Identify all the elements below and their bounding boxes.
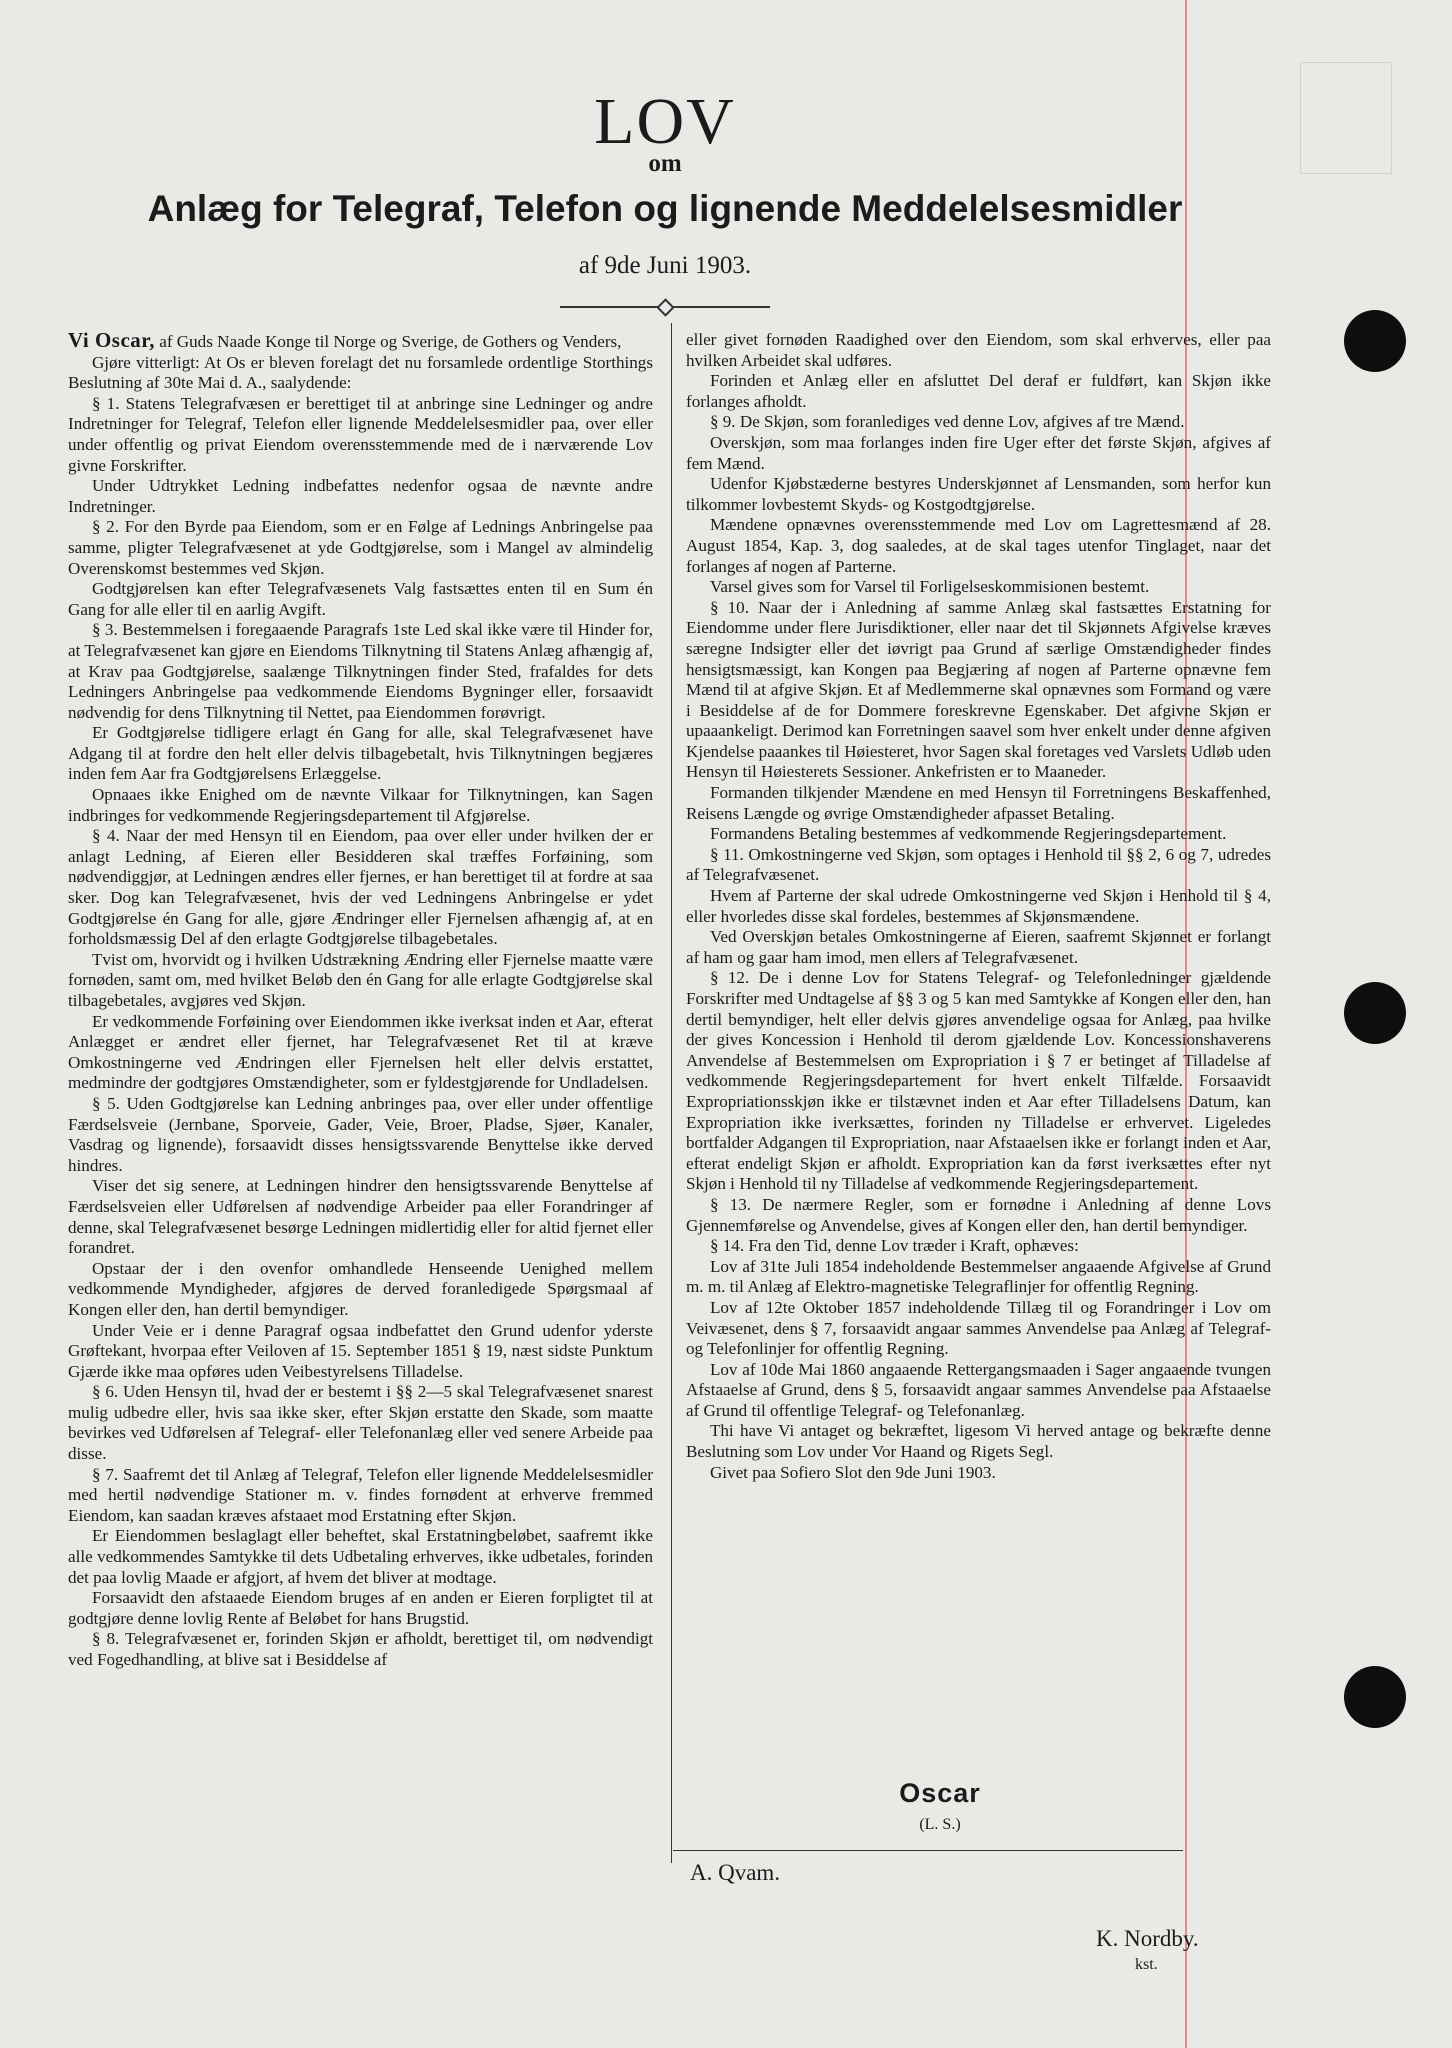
paragraph: § 13. De nærmere Regler, som er fornødne i Anledning af denne Lovs Gjennemførelse og Anvendelse, gives af Kongen eller den, han dertil bemyndiger. [686,1194,1271,1235]
paragraph: Vi Oscar, af Guds Naade Konge til Norge og Sverige, de Gothers og Venders, [68,328,622,352]
punch-hole [1344,1666,1406,1728]
paragraph: § 2. For den Byrde paa Eiendom, som er en Følge af Lednings Anbringelse paa samme, pligter Telegrafvæsenet at yde Godtgjørelse, som i Mangel av almindelig Overenskomst bestemmes ved Skjøn. [68,517,653,578]
paragraph: Er Eiendommen beslaglagt eller beheftet, skal Erstatningbeløbet, saafremt ikke alle vedkommendes Samtykke til dets Udbetaling erhverves, ikke udbetales, forinden det paa lovlig Maade er afgjort, af hvem det bliver at modtage. [68,1526,653,1587]
paragraph: Lov af 31te Juli 1854 indeholdende Bestemmelser angaaende Afgivelse af Grund m. m. til Anlæg af Elektro-magnetiske Telegraflinjer for offentlig Regning. [686,1256,1271,1297]
paragraph: Hvem af Parterne der skal udrede Omkostningerne ved Skjøn i Henhold til § 4, eller hvorledes disse skal fordeles, bestemmes af Skjønsmændene. [686,886,1271,926]
paragraph: Godtgjørelsen kan efter Telegrafvæsenets Valg fastsættes enten til en Sum én Gang for alle eller til en aarlig Avgift. [68,579,653,619]
countersign-title: kst. [1135,1956,1158,1973]
law-title-om: om [648,150,682,177]
law-date: af 9de Juni 1903. [578,252,752,279]
paragraph: Er vedkommende Forføining over Eiendommen ikke iverksat inden et Aar, efterat Anlægget er ændret eller fjernet, har Telegrafvæsenet Ret til at kræve Omkostningerne ved Ændringen eller Fjernelsen helt eller delvis erstattet, medmindre der godtgjøres Omstændigheter, som er fyldestgjørende for Undladelsen. [68,1011,653,1093]
punch-hole [1344,982,1406,1044]
paragraph: § 12. De i denne Lov for Statens Telegraf- og Telefonledninger gjældende Forskrifter med Undtagelse af §§ 3 og 5 kan med Samtykke af Kongen eller den, han dertil bemyndiger, helt eller delvis gjøres anvendelige ogsaa for Anlæg, paa hvilke der gives Koncession i Henhold til derom gjældende Lov. Koncessionshaverens Anvendelse af Bestemmelsen om Expropriation i § 7 er betinget af Tilladelse af vedkommende Regjeringsdepartement for hvert enkelt Tilfælde. Forsaavidt Expropriationsskjøn ikke er tilstævnet inden et Aar efter Tilladelsens Datum, kan Expropriation ikke iverksættes, forinden ny Tilladelse er erhvervet. Ligeledes bortfalder Adgangen til Expropriation, naar Afstaaelsen ikke er forlangt inden et Aar, efterat endeligt Skjøn er afholdt. Expropriation kan da først iverksættes efter nyt Skjøn i Henhold til ny Tilladelse af vedkommende Regjeringsdepartement. [686,968,1271,1194]
paragraph: Opnaaes ikke Enighed om de nævnte Vilkaar for Tilknytningen, kan Sagen indbringes for vedkommende Regjeringsdepartement til Afgjørelse. [68,785,653,825]
paragraph: Forsaavidt den afstaaede Eiendom bruges af en anden er Eieren forpligtet til at godtgjøre denne lovlig Rente af Beløbet for hans Brugstid. [68,1588,653,1628]
paragraph: § 9. De Skjøn, som foranlediges ved denne Lov, afgives af tre Mænd. [709,412,1185,432]
paragraph: Forinden et Anlæg eller en afsluttet Del deraf er fuldført, kan Skjøn ikke forlanges afholdt. [686,371,1271,411]
ornament-diamond-icon [656,298,674,316]
paragraph: § 1. Statens Telegrafvæsen er berettiget til at anbringe sine Ledninger og andre Indretninger for Telegraf, Telefon eller lignende Meddelelsesmidler paa, over eller under offentlig og privat Eiendom overensstemmende med de i nærværende Lov givne Forskrifter. [68,393,653,475]
countersign-signature: K. Nordby. [1096,1926,1199,1951]
paragraph: Mændene opnævnes overensstemmende med Lov om Lagrettesmænd af 28. August 1854, Kap. 3, dog saaledes, at de skal tages utenfor Tinglaget, naar det forlanges af nogen af Parterne. [686,515,1271,576]
paragraph: Givet paa Sofiero Slot den 9de Juni 1903. [709,1462,996,1482]
paragraph: Opstaar der i den ovenfor omhandlede Henseende Uenighed mellem vedkommende Myndigheder, afgjøres de derved foranledigede Spørgsmaal af Kongen eller den, han dertil bemyndiger. [68,1258,653,1319]
paragraph: Under Veie er i denne Paragraf ogsaa indbefattet den Grund udenfor yderste Grøftekant, hvorpaa efter Veiloven af 15. September 1851 § 19, næst sidste Punktum Gjærde ikke maa opføres uden Veibestyrelsens Tilladelse. [68,1320,653,1381]
paragraph: § 10. Naar der i Anledning af samme Anlæg skal fastsættes Erstatning for Eiendomme under flere Jurisdiktioner, eller naar det til Skjønnets Afgivelse kræves særegne Indsigter eller det iøvrigt paa Grund af særlige Omstændigheder findes hensigtsmæssigt, kan Kongen paa Begjæring af nogen af Parterne opnævne fem Mænd til at afgive Skjøn. Et af Medlemmerne skal opnævnes som Formand og være i Besiddelse af de for Dommere foreskrevne Egenskaber. Det afgivne Skjøn er upaaankeligt. Derimod kan Forretningen saavel som hver enkelt under denne afgiven Kjendelse paaankes til Høiesteret, hvor Sagen skal foretages ved Varslets Udløb uden Hensyn til Høiesterets Sessioner. Ankefristen er to Maaneder. [686,597,1271,782]
paragraph: § 5. Uden Godtgjørelse kan Ledning anbringes paa, over eller under offentlige Færdselsveie (Jernbane, Sporveie, Gader, Veie, Broer, Pladse, Sjøer, Kanaler, Vasdrag og lignende), forsaavidt disses hensigtssvarende Benyttelse ikke derved hindres. [68,1093,653,1175]
signature-rule [673,1850,1183,1851]
paragraph: eller givet fornøden Raadighed over den Eiendom, som skal erhverves, eller paa hvilken Arbeidet skal udføres. [686,330,1271,370]
paragraph: § 11. Omkostningerne ved Skjøn, som optages i Henhold til §§ 2, 6 og 7, udredes af Telegrafvæsenet. [686,844,1271,885]
paragraph: Lov af 12te Oktober 1857 indeholdende Tillæg til og Forandringer i Lov om Veivæsenet, dens § 7, forsaavidt angaar sammes Anvendelse paa Anlæg af Telegraf- og Telefonlinjer for offentlig Regning. [686,1297,1271,1359]
paragraph: Under Udtrykket Ledning indbefattes nedenfor ogsaa de nævnte andre Indretninger. [68,476,653,516]
paragraph: Thi have Vi antaget og bekræftet, ligesom Vi herved antage og bekræfte denne Beslutning som Lov under Vor Haand og Rigets Segl. [686,1421,1271,1462]
paragraph: Tvist om, hvorvidt og i hvilken Udstrækning Ændring eller Fjernelse maatte være fornøden, samt om, med hvilket Beløb den én Gang for alle erlagte Godtgjørelse skal tilbagebetales, avgjøres ved Skjøn. [68,949,653,1010]
left-column [68,330,653,1671]
law-subtitle: Anlæg for Telegraf, Telefon og lignende Meddelelsesmidler [147,188,1183,229]
paragraph: § 4. Naar der med Hensyn til en Eiendom, paa over eller under hvilken der er anlagt Ledning, af Eieren eller Besidderen skal træffes Forføining, som nødvendiggjør, at Ledningen ændres eller fjernes, er han berettiget til at fordre at saa sker. Dog kan Telegrafvæsenet, hvis der ved Ledningens Anbringelse er ydet Godtgjørelse én Gang for alle, gjøre Ændringer eller Fjernelsen afhængig af, at en forholdsmæssig Del af den erlagte Godtgjørelse tilbagebetales. [68,826,653,949]
paragraph: Gjøre vitterligt: At Os er bleven forelagt det nu forsamlede ordentlige Storthings Beslutning af 30te Mai d. A., saalydende: [68,352,653,393]
paragraph: Varsel gives som for Varsel til Forligelseskommisionen bestemt. [709,577,1150,597]
paragraph: § 3. Bestemmelsen i foregaaende Paragrafs 1ste Led skal ikke være til Hinder for, at Telegrafvæsenet kan gjøre en Eiendoms Tilknytning til Statens Anlæg afhængig af, at Krav paa Godtgjørelse, saalænge Tilknytningen finder Sted, frafaldes for dets Ledningers Anbringelse paa vedkommende Eiendoms Bygninger eller, forsaavidt nødvendig for dens Tilknytning til Nettet, paa Eiendommen forøvrigt. [68,620,653,722]
minister-signature: A. Qvam. [690,1860,781,1885]
opening-words: Vi Oscar, [68,328,155,352]
paragraph: Formandens Betaling bestemmes af vedkommende Regjeringsdepartement. [709,824,1227,844]
seal-mark: (L. S.) [919,1816,961,1833]
paragraph: Overskjøn, som maa forlanges inden fire Uger efter det første Skjøn, afgives af fem Mænd. [686,432,1271,473]
column-divider [671,323,672,1863]
paragraph: Er Godtgjørelse tidligere erlagt én Gang for alle, skal Telegrafvæsenet have Adgang til at fordre den helt eller delvis tilbagebetalt, hvis Tilknytningen begjæres inden fem Aar fra Godtgjørelsens Erlæggelse. [68,723,653,784]
paragraph: § 7. Saafremt det til Anlæg af Telegraf, Telefon eller lignende Meddelelsesmidler med hertil nødvendige Stationer m. v. findes fornødent at erhverve fremmed Eiendom, kan saadan kræves afstaaet mod Erstatning efter Skjøn. [68,1464,653,1525]
paragraph: Viser det sig senere, at Ledningen hindrer den hensigtssvarende Benyttelse af Færdselsveien eller Udførelsen af nødvendige Arbeider paa eller Forandringer af denne, skal Telegrafvæsenet besørge Ledningen midlertidig eller for altid fjernet eller forandret. [68,1176,653,1258]
paragraph: Formanden tilkjender Mændene en med Hensyn til Forretningens Beskaffenhed, Reisens Længde og øvrige Omstændigheder afpasset Betaling. [686,783,1271,823]
right-column [686,330,1271,1483]
paragraph: § 6. Uden Hensyn til, hvad der er bestemt i §§ 2—5 skal Telegrafvæsenet snarest mulig udbedre eller, hvis saa ikke sker, efter Skjøn erstatte den Skade, som maatte bevirkes ved Udførelsen af Telegraf- eller Telefonanlæg eller ved senere Arbeide paa disse. [68,1382,653,1464]
law-title: LOV [594,85,736,158]
paragraph: Udenfor Kjøbstæderne bestyres Underskjønnet af Lensmanden, som herfor kun tilkommer lovbestemt Skyds- og Kostgodtgjørelse. [686,474,1271,514]
punch-hole [1344,310,1406,372]
paragraph: Lov af 10de Mai 1860 angaaende Rettergangsmaaden i Sager angaaende tvungen Afstaaelse af Grund, dens § 5, forsaavidt angaar sammes Anvendelse paa Afstaaelse af Grund til offentlige Telegraf- og Telefonanlæg. [686,1359,1271,1420]
paragraph: § 8. Telegrafvæsenet er, forinden Skjøn er afholdt, berettiget til, om nødvendigt ved Fogedhandling, at blive sat i Besiddelse af [68,1629,653,1669]
king-signature: Oscar [899,1778,981,1808]
paragraph: § 14. Fra den Tid, denne Lov træder i Kraft, ophæves: [709,1236,1079,1256]
paragraph: Ved Overskjøn betales Omkostningerne af Eieren, saafremt Skjønnet er forlangt af ham og gaar ham imod, men ellers af Telegrafvæsenet. [686,927,1271,967]
